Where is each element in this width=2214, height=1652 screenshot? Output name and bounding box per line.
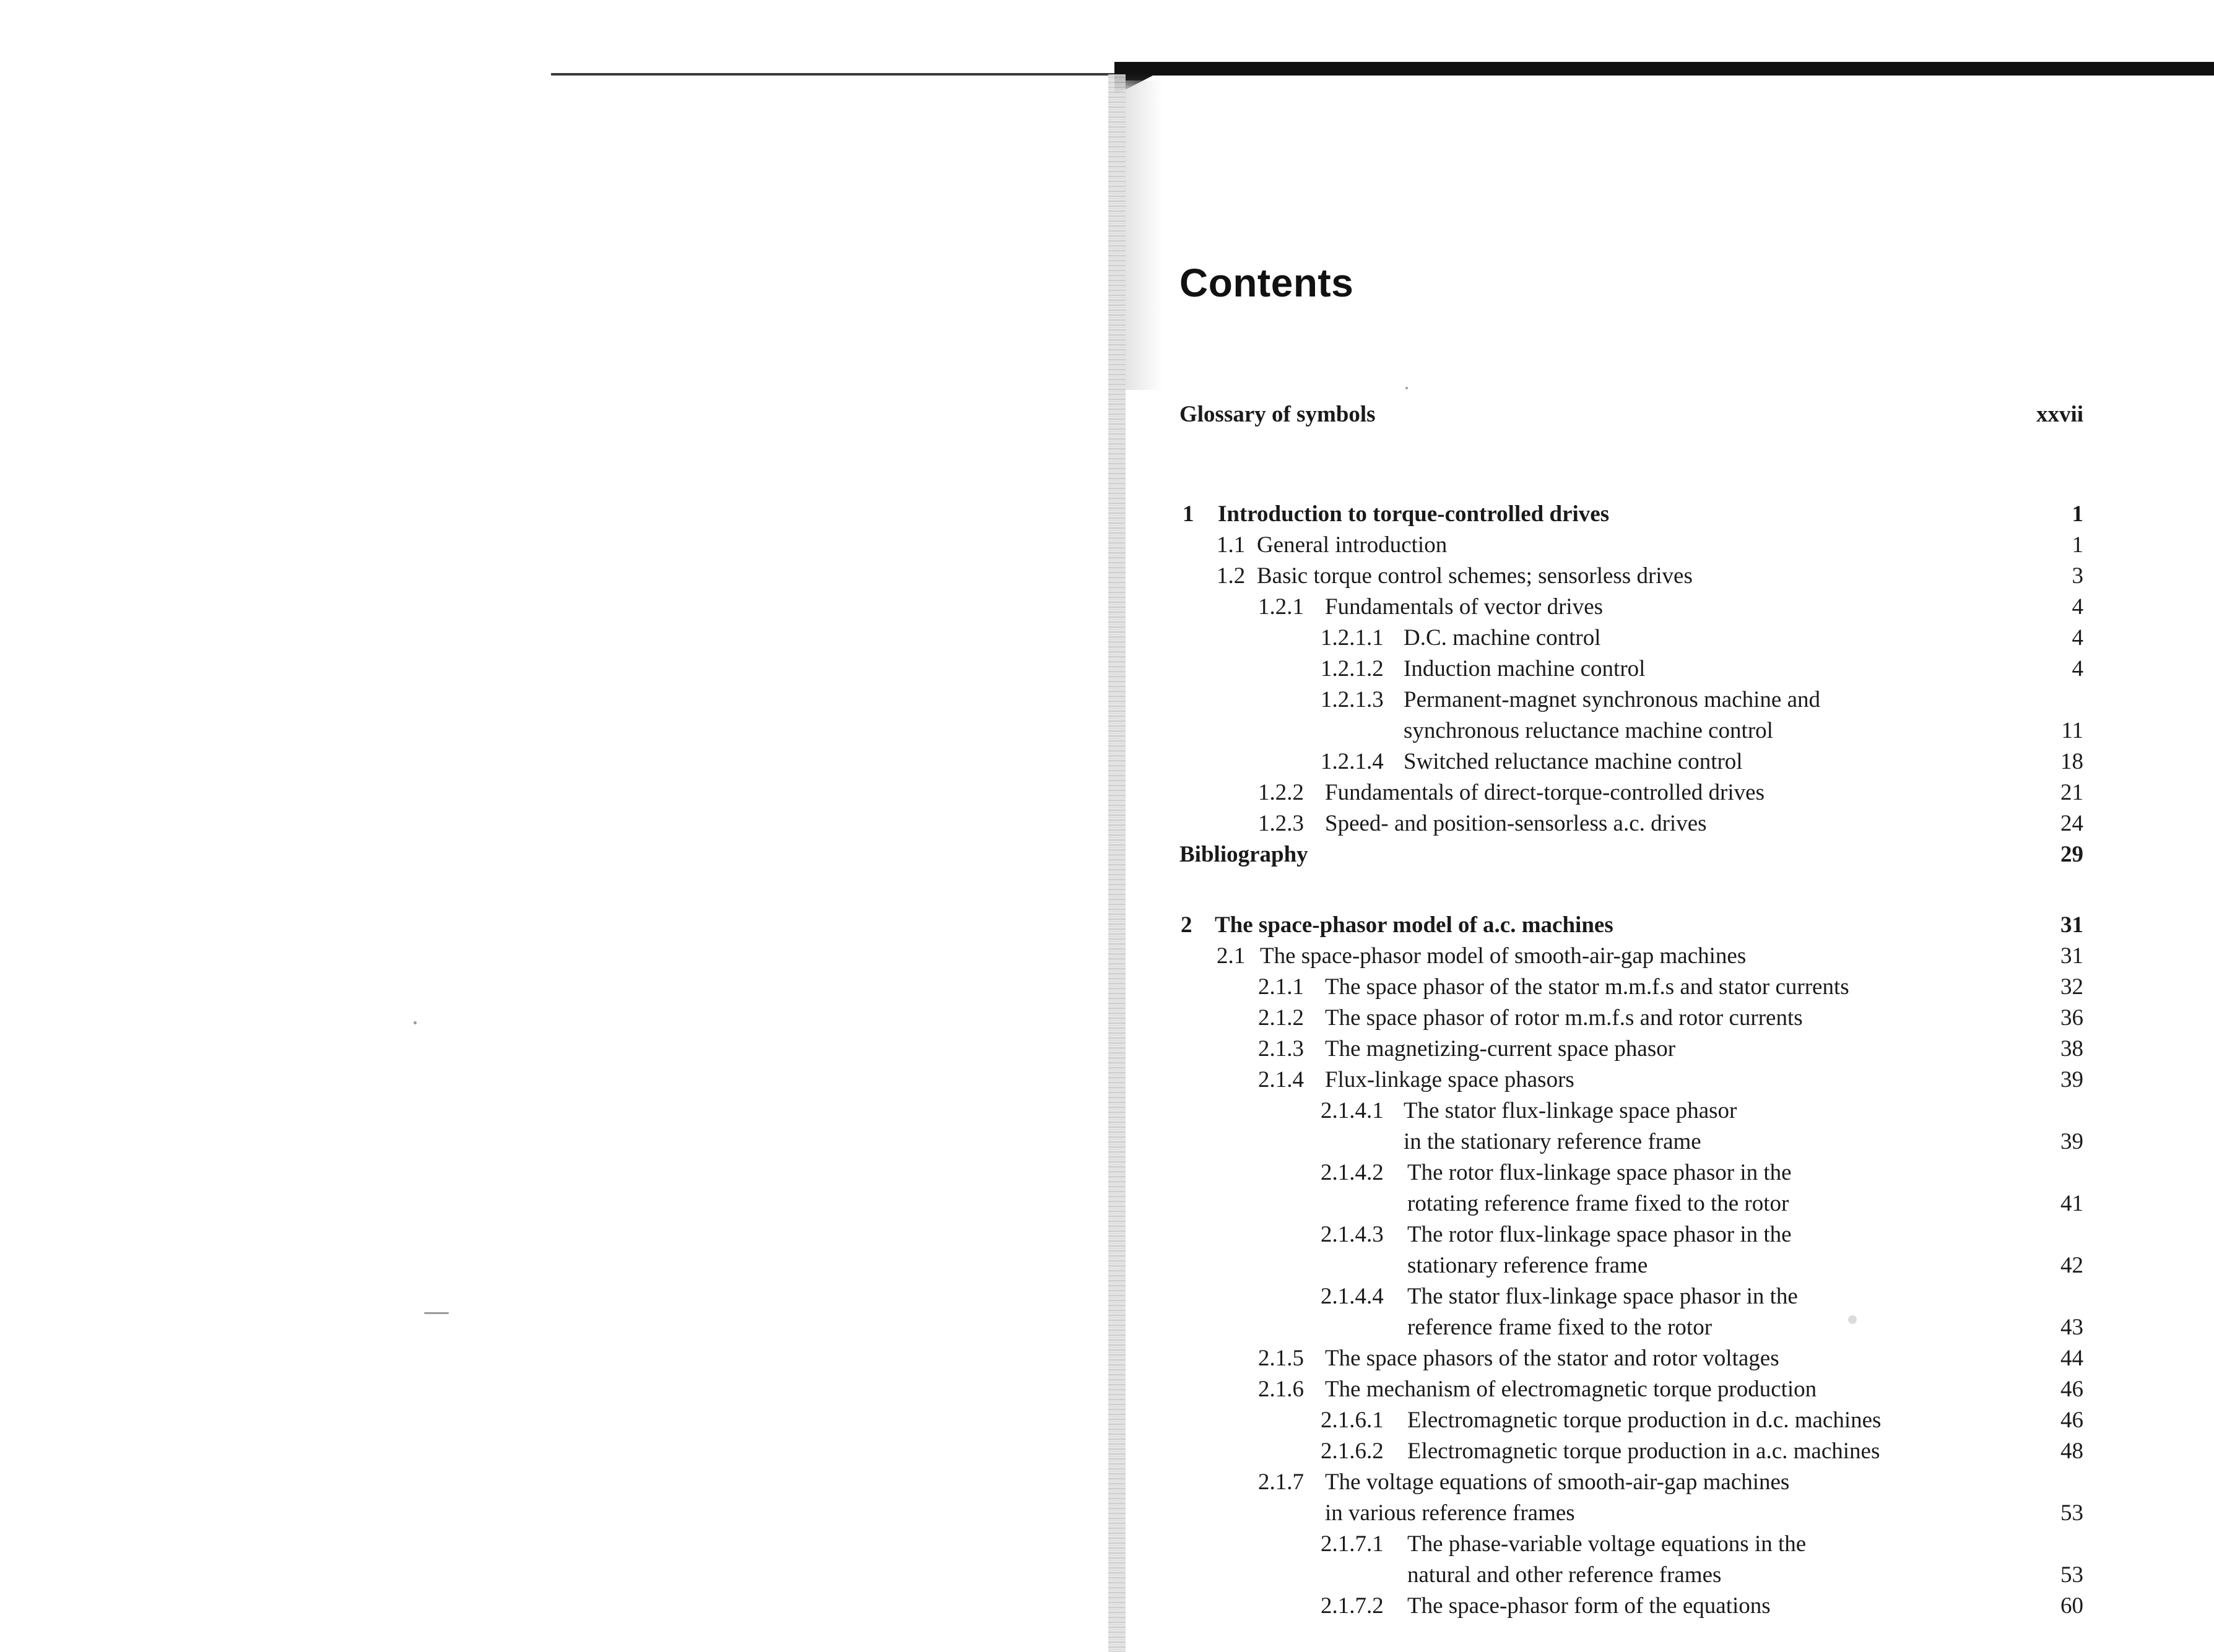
toc-entry-number: 2.1.6.1 — [1321, 1408, 1384, 1433]
toc-entry-chapter-2[interactable] — [1179, 910, 2083, 941]
toc-entry-page: xxvii — [2036, 402, 2083, 427]
toc-entry-page: 1 — [2072, 532, 2083, 558]
toc-entry-text: General introduction — [1257, 532, 1448, 558]
toc-entry-number: 2.1.3 — [1258, 1036, 1304, 1062]
toc-entry-number: 2.1.4.1 — [1321, 1098, 1384, 1123]
toc-entry-page: 21 — [2060, 780, 2083, 805]
toc-entry-number: 1.2.1.2 — [1321, 656, 1384, 681]
toc-entry-2-1-4-1[interactable] — [1179, 1096, 2083, 1127]
scan-speck — [414, 1021, 417, 1024]
toc-entry-text: The stator flux-linkage space phasor in the — [1407, 1284, 1798, 1309]
toc-entry-text: Flux-linkage space phasors — [1325, 1067, 1574, 1092]
toc-entry-page: 24 — [2060, 811, 2083, 836]
toc-entry-text: natural and other reference frames — [1407, 1562, 1722, 1588]
toc-entry-number: 1.2.1.3 — [1321, 687, 1384, 712]
toc-entry-page: 18 — [2060, 749, 2083, 774]
toc-entry-2-1-3[interactable] — [1179, 1034, 2083, 1065]
toc-entry-page: 32 — [2060, 974, 2083, 1000]
toc-entry-text: in the stationary reference frame — [1404, 1129, 1701, 1154]
toc-entry-number: 1.2.3 — [1258, 811, 1304, 836]
toc-entry-text: The voltage equations of smooth-air-gap machines — [1325, 1469, 1790, 1495]
toc-entry-text: Electromagnetic torque production in a.c. machines — [1407, 1438, 1880, 1464]
toc-entry-number: 2.1.4.3 — [1321, 1222, 1384, 1247]
toc-entry-number: 2.1.5 — [1258, 1346, 1304, 1371]
toc-entry-page: 36 — [2060, 1005, 2083, 1031]
toc-entry-2-1-4[interactable] — [1179, 1065, 2083, 1096]
toc-entry-text: The space phasors of the stator and rotor voltages — [1325, 1346, 1779, 1371]
scan-speck — [424, 1312, 449, 1314]
toc-entry-text: Fundamentals of direct-torque-controlled drives — [1325, 780, 1765, 805]
toc-entry-text: reference frame fixed to the rotor — [1407, 1315, 1713, 1340]
toc-entry-1-2-1-3[interactable] — [1179, 685, 2083, 716]
toc-entry-text: The rotor flux-linkage space phasor in the — [1407, 1222, 1792, 1247]
toc-entry-text: The space phasor of rotor m.m.f.s and rotor currents — [1325, 1005, 1803, 1031]
toc-entry-page: 31 — [2060, 943, 2083, 969]
toc-entry-1-2[interactable] — [1179, 561, 2083, 592]
toc-entry-2-1-6-2[interactable] — [1179, 1436, 2083, 1467]
toc-entry-1-2-2[interactable] — [1179, 777, 2083, 808]
toc-entry-number: 2 — [1181, 912, 1192, 938]
page-title: Contents — [1179, 261, 1354, 305]
toc-entry-2-1[interactable] — [1179, 941, 2083, 972]
toc-entry-text: rotating reference frame fixed to the rotor — [1407, 1191, 1789, 1216]
toc-entry-text: Electromagnetic torque production in d.c. machines — [1407, 1408, 1882, 1433]
toc-entry-page: 46 — [2060, 1377, 2083, 1402]
toc-entry-page: 29 — [2060, 842, 2083, 867]
toc-entry-number: 2.1.4.2 — [1321, 1160, 1384, 1185]
toc-entry-2-1-6-1[interactable] — [1179, 1405, 2083, 1436]
toc-entry-page: 53 — [2060, 1562, 2083, 1588]
toc-entry-2-1-7-1-cont[interactable] — [1179, 1560, 2083, 1591]
toc-entry-text: Introduction to torque-controlled drives — [1218, 501, 1610, 527]
toc-entry-2-1-4-2[interactable] — [1179, 1157, 2083, 1188]
toc-entry-page: 1 — [2072, 501, 2083, 527]
toc-entry-text: The space phasor of the stator m.m.f.s and stator currents — [1325, 974, 1849, 1000]
toc-entry-text: The space-phasor form of the equations — [1407, 1593, 1771, 1619]
top-rule-left — [551, 73, 1124, 76]
toc-entry-number: 2.1.7.2 — [1321, 1593, 1384, 1619]
toc-entry-page: 4 — [2072, 656, 2083, 681]
gutter-shadow — [1126, 80, 1163, 390]
toc-entry-text: in various reference frames — [1325, 1500, 1575, 1526]
toc-entry-number: 2.1.2 — [1258, 1005, 1304, 1031]
toc-entry-1-2-1-1[interactable] — [1179, 623, 2083, 654]
contents-page — [1179, 0, 2083, 1652]
toc-entry-2-1-7-cont[interactable] — [1179, 1498, 2083, 1529]
toc-entry-number: 1.2.1.1 — [1321, 625, 1384, 651]
toc-entry-1-1[interactable] — [1179, 530, 2083, 561]
toc-entry-page: 53 — [2060, 1500, 2083, 1526]
toc-entry-number: 2.1.6 — [1258, 1377, 1304, 1402]
toc-entry-number: 1.2.1 — [1258, 594, 1304, 620]
toc-entry-number: 2.1 — [1217, 943, 1246, 969]
toc-entry-text: The space-phasor model of smooth-air-gap machines — [1260, 943, 1747, 969]
toc-entry-text: Switched reluctance machine control — [1404, 749, 1743, 774]
toc-entry-page: 11 — [2061, 718, 2083, 743]
toc-entry-text: Permanent-magnet synchronous machine and — [1404, 687, 1820, 712]
toc-entry-text: Induction machine control — [1404, 656, 1646, 681]
toc-entry-text: Speed- and position-sensorless a.c. drives — [1325, 811, 1707, 836]
toc-entry-1-2-1-4[interactable] — [1179, 746, 2083, 777]
toc-entry-page: 48 — [2060, 1438, 2083, 1464]
toc-entry-text: The rotor flux-linkage space phasor in the — [1407, 1160, 1792, 1185]
toc-entry-text: The magnetizing-current space phasor — [1325, 1036, 1676, 1062]
toc-entry-page: 46 — [2060, 1408, 2083, 1433]
toc-entry-number: 2.1.7 — [1258, 1469, 1304, 1495]
toc-entry-2-1-4-4-cont[interactable] — [1179, 1312, 2083, 1343]
toc-entry-2-1-2[interactable] — [1179, 1003, 2083, 1034]
toc-entry-page: 39 — [2060, 1067, 2083, 1092]
toc-entry-text: The mechanism of electromagnetic torque production — [1325, 1377, 1817, 1402]
toc-entry-text: The space-phasor model of a.c. machines — [1215, 912, 1613, 938]
toc-entry-page: 41 — [2060, 1191, 2083, 1216]
toc-entry-number: 1.2 — [1217, 563, 1246, 589]
toc-entry-text: Fundamentals of vector drives — [1325, 594, 1604, 620]
toc-entry-2-1-4-1-cont[interactable] — [1179, 1127, 2083, 1157]
toc-entry-text: Bibliography — [1179, 842, 1308, 867]
toc-entry-2-1-4-2-cont[interactable] — [1179, 1188, 2083, 1219]
toc-entry-2-1-4-4[interactable] — [1179, 1281, 2083, 1312]
toc-entry-number: 1.2.1.4 — [1321, 749, 1384, 774]
toc-entry-page: 4 — [2072, 625, 2083, 651]
toc-entry-2-1-7-1[interactable] — [1179, 1529, 2083, 1560]
toc-entry-1-2-1[interactable] — [1179, 592, 2083, 623]
toc-entry-page: 31 — [2060, 912, 2083, 938]
toc-entry-number: 1.2.2 — [1258, 780, 1304, 805]
toc-entry-1-2-3[interactable] — [1179, 808, 2083, 839]
book-gutter — [1108, 74, 1126, 1652]
toc-entry-page: 3 — [2072, 563, 2083, 589]
toc-entry-page: 4 — [2072, 594, 2083, 620]
toc-entry-text: The phase-variable voltage equations in the — [1407, 1531, 1807, 1557]
toc-entry-2-1-5[interactable] — [1179, 1343, 2083, 1374]
toc-entry-bibliography[interactable] — [1179, 839, 2083, 870]
toc-entry-text: Glossary of symbols — [1179, 402, 1376, 427]
toc-entry-page: 43 — [2060, 1315, 2083, 1340]
toc-entry-text: D.C. machine control — [1404, 625, 1601, 651]
toc-entry-2-1-7[interactable] — [1179, 1467, 2083, 1498]
toc-entry-page: 44 — [2060, 1346, 2083, 1371]
toc-entry-page: 38 — [2060, 1036, 2083, 1062]
toc-entry-1-2-1-3-cont[interactable] — [1179, 716, 2083, 746]
toc-entry-2-1-4-3-cont[interactable] — [1179, 1250, 2083, 1281]
toc-entry-number: 2.1.1 — [1258, 974, 1304, 1000]
toc-entry-number: 2.1.6.2 — [1321, 1438, 1384, 1464]
toc-entry-number: 2.1.4 — [1258, 1067, 1304, 1092]
toc-entry-2-1-4-3[interactable] — [1179, 1219, 2083, 1250]
toc-entry-text: Basic torque control schemes; sensorless drives — [1257, 563, 1693, 589]
toc-entry-number: 1 — [1183, 501, 1194, 527]
toc-entry-number: 2.1.4.4 — [1321, 1284, 1384, 1309]
toc-entry-2-1-6[interactable] — [1179, 1374, 2083, 1405]
toc-entry-glossary[interactable] — [1179, 399, 2083, 430]
toc-entry-2-1-1[interactable] — [1179, 972, 2083, 1003]
toc-entry-text: The stator flux-linkage space phasor — [1404, 1098, 1737, 1123]
toc-entry-2-1-7-2[interactable] — [1179, 1591, 2083, 1622]
toc-entry-page: 60 — [2060, 1593, 2083, 1619]
toc-entry-number: 1.1 — [1217, 532, 1246, 558]
toc-entry-page: 39 — [2060, 1129, 2083, 1154]
toc-entry-chapter-1[interactable] — [1179, 499, 2083, 530]
toc-entry-text: synchronous reluctance machine control — [1404, 718, 1773, 743]
toc-entry-page: 42 — [2060, 1253, 2083, 1278]
toc-entry-number: 2.1.7.1 — [1321, 1531, 1384, 1557]
toc-entry-text: stationary reference frame — [1407, 1253, 1648, 1278]
toc-entry-1-2-1-2[interactable] — [1179, 654, 2083, 685]
